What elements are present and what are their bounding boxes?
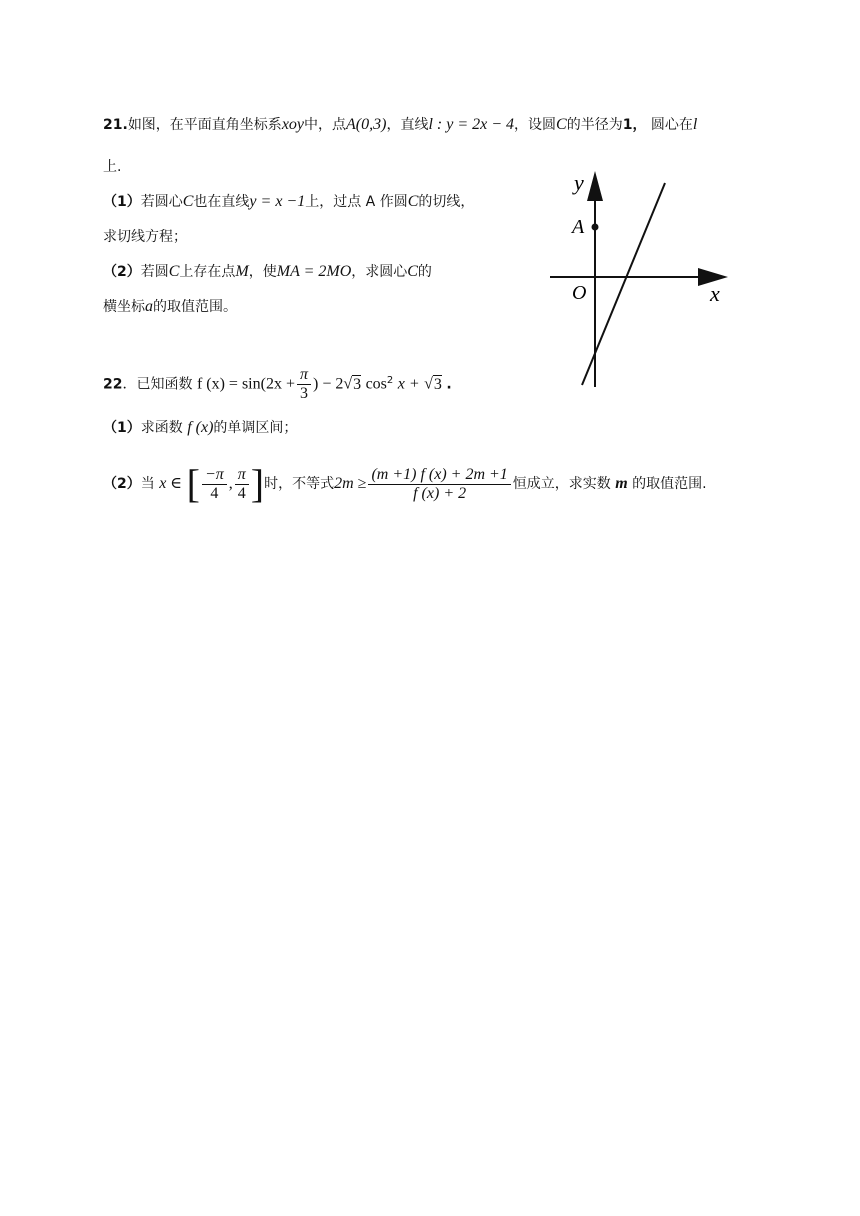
q21-text: 的取值范围。: [153, 299, 237, 315]
q22-text: 求函数: [140, 420, 183, 436]
math-f-def: f (x) = sin(2x +: [196, 375, 295, 393]
q22-line1: 22．已知函数 f (x) = sin(2x + $\frac{\pi}{3}$ ) − 2√3 $\cos^2 x + √3$ .: [103, 366, 452, 403]
point-a: [592, 224, 599, 231]
q22-part1-number: （1）: [103, 420, 141, 436]
math-x-in: x ∈: [159, 475, 183, 492]
bracket-right: ]: [250, 461, 265, 506]
frac-num: π: [235, 466, 249, 485]
q21-text: 的半径为: [566, 117, 623, 133]
math-point-a: A(0,3): [346, 116, 387, 133]
q21-text: ，使: [248, 264, 277, 280]
frac-den: 4: [210, 484, 219, 502]
q21-part2-number: （2）: [103, 264, 141, 280]
math-2m-ge: 2m ≥: [334, 475, 367, 492]
math-fx: f (x): [187, 419, 214, 436]
math-xoy: xoy: [281, 116, 305, 133]
q22-part1: [103, 418, 297, 438]
frac-pi-4: [235, 466, 249, 503]
q21-number: 21.: [103, 117, 128, 133]
math-m: M: [235, 263, 249, 280]
q21-text: 横坐标: [103, 299, 145, 315]
q21-text: ，直线: [386, 117, 429, 133]
x-label: x: [710, 281, 720, 306]
q21-part2-line1: [103, 262, 432, 282]
q22-text: 的取值范围.: [632, 476, 707, 492]
math-l: l: [692, 116, 698, 133]
q21-part1-line1: [103, 192, 474, 212]
q21-text: 也在直线: [193, 194, 250, 210]
o-label: O: [572, 282, 587, 304]
q21-part2-line2: [103, 297, 237, 317]
frac-num: (m +1) f (x) + 2m +1: [368, 466, 510, 485]
q21-text: 若圆: [140, 264, 169, 280]
bracket-left: [: [186, 461, 200, 506]
math-cos: cos: [365, 375, 387, 393]
math-line-yx1: y = x −1: [249, 193, 306, 210]
q21-part1-line2: 求切线方程；: [103, 229, 187, 245]
math-sqrt3: 3: [353, 375, 362, 393]
frac-pi-3: [297, 366, 311, 403]
math-m-var: m: [615, 475, 628, 492]
q22-text: 的单调区间；: [213, 420, 298, 436]
q21-text: 如图，在平面直角坐标系: [127, 117, 282, 133]
a-label: A: [572, 216, 585, 238]
math-sqrt3: 3: [433, 375, 442, 393]
q21-text: 上存在点: [179, 264, 236, 280]
q21-text: 若圆心: [140, 194, 183, 210]
y-axis-arrow: [587, 171, 603, 201]
math-ma-2mo: MA = 2MO: [276, 263, 352, 280]
math-line-l: l : y = 2x − 4: [428, 116, 515, 133]
q21-text: 的: [417, 264, 432, 280]
q21-text: 上，过点 A 作圆: [305, 194, 408, 210]
frac-inequality: [368, 466, 510, 503]
math-c: C: [407, 263, 418, 280]
frac-num: −π: [202, 466, 227, 485]
math-c: C: [556, 116, 567, 133]
math-a: a: [145, 298, 153, 315]
q21-text: 的切线，: [418, 194, 475, 210]
q21-text: ，求圆心: [351, 264, 408, 280]
q22-part2-number: （2）: [103, 476, 141, 492]
q21-text: ，设圆: [514, 117, 557, 133]
q21-line1: [103, 115, 697, 135]
q21-text: 圆心在: [650, 117, 693, 133]
coordinate-figure: [540, 165, 740, 395]
q21-text: 中，点: [304, 117, 347, 133]
frac-num: π: [297, 366, 311, 385]
q21-line2: 上.: [103, 159, 122, 175]
frac-den: 4: [237, 484, 246, 502]
math-sup: 2: [386, 375, 394, 386]
math-text: ) − 2: [312, 375, 344, 393]
math-c: C: [168, 263, 180, 280]
q22-text: 时，不等式: [264, 476, 335, 492]
q22-number: 22: [103, 376, 123, 393]
math-text: x +: [397, 375, 420, 393]
math-c: C: [407, 193, 419, 210]
frac-den: f (x) + 2: [413, 484, 467, 502]
math-c: C: [182, 193, 194, 210]
frac-den: 3: [299, 385, 308, 403]
q21-radius: 1，: [622, 117, 647, 133]
y-label: y: [574, 170, 584, 195]
q22-text: ．已知函数: [122, 376, 193, 393]
frac-neg-pi-4: [202, 466, 227, 503]
q21-part1-number: （1）: [103, 194, 141, 210]
q22-text: .: [446, 376, 452, 393]
q22-text: 恒成立，求实数: [512, 476, 611, 492]
math-comma: ,: [228, 475, 233, 492]
q22-part2: [103, 462, 707, 506]
q22-text: 当: [140, 476, 155, 492]
